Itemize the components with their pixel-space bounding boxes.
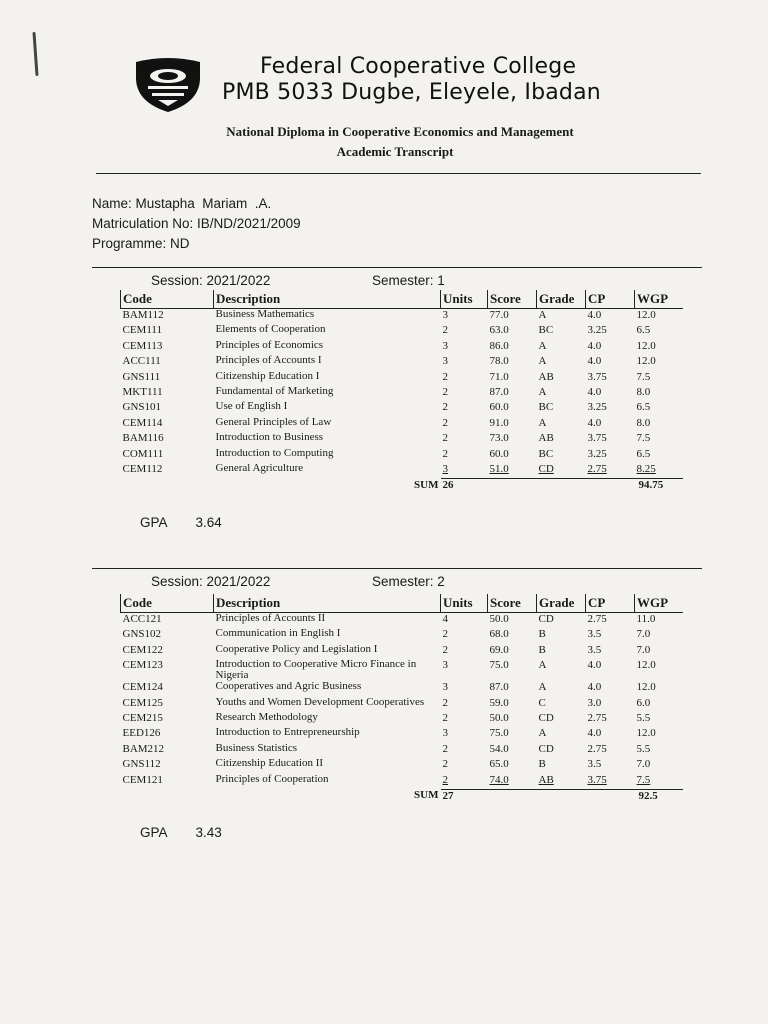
cell-grade: A [538, 355, 547, 368]
cell-cp: 4.0 [587, 385, 602, 398]
session-divider [92, 267, 702, 268]
column-header-wgp: WGP [635, 290, 684, 309]
cell-cp: 4.0 [587, 416, 602, 429]
cell-units: 2 [442, 432, 448, 445]
cell-description: Communication in English I [215, 627, 341, 640]
cell-score: 65.0 [489, 758, 509, 771]
cell-description: Youths and Women Development Cooperatives [215, 695, 425, 708]
column-header-code: Code [121, 290, 214, 309]
table-row [121, 758, 684, 773]
cell-description: Citizenship Education II [215, 757, 324, 770]
cell-cp: 3.5 [587, 628, 602, 641]
student-name: Name: Mustapha Mariam .A. [92, 196, 272, 211]
course-table [120, 594, 683, 805]
cell-cp: 4.0 [587, 727, 602, 740]
sum-label: SUM [414, 478, 439, 491]
header-divider [96, 173, 701, 174]
gpa-label: GPA [140, 825, 168, 840]
cell-code: CEM215 [122, 711, 163, 724]
cell-grade: BC [538, 324, 554, 337]
cell-cp: 4.0 [587, 355, 602, 368]
table-row [121, 681, 684, 696]
cell-cp: 4.0 [587, 309, 602, 321]
cell-cp: 3.5 [587, 758, 602, 771]
cell-grade: CD [538, 742, 554, 755]
cell-units: 2 [442, 758, 448, 771]
column-header-code: Code [121, 594, 214, 613]
cell-description: Citizenship Education I [215, 369, 320, 382]
cell-grade: A [538, 659, 547, 672]
cell-units: 2 [442, 324, 448, 337]
cell-code: CEM112 [122, 462, 163, 475]
sum-spacer [121, 479, 214, 495]
cell-grade: A [538, 681, 547, 694]
table-row [121, 697, 684, 712]
cell-score: 87.0 [489, 681, 509, 694]
cell-cp: 3.25 [587, 447, 607, 460]
cell-code: BAM212 [122, 742, 165, 755]
cell-grade: A [538, 727, 547, 740]
cell-wgp: 12.0 [636, 355, 656, 368]
cell-units: 4 [442, 613, 448, 625]
gpa-label: GPA [140, 515, 168, 530]
table-row [121, 463, 684, 479]
cell-cp: 2.75 [587, 613, 607, 625]
table-row [121, 712, 684, 727]
cell-wgp: 6.5 [636, 447, 651, 460]
cell-description: Principles of Accounts II [215, 612, 326, 624]
cell-cp: 4.0 [587, 659, 602, 672]
cell-code: COM111 [122, 447, 164, 460]
cell-description: Introduction to Entrepreneurship [215, 726, 360, 739]
cell-units: 2 [442, 628, 448, 641]
cell-units: 2 [442, 742, 448, 755]
cell-description: Introduction to Business [215, 431, 324, 444]
cell-wgp: 12.0 [636, 659, 656, 672]
cell-cp: 2.75 [587, 462, 607, 475]
cell-code: CEM114 [122, 416, 163, 429]
cell-score: 77.0 [489, 309, 509, 321]
cell-grade: B [538, 758, 546, 771]
cell-wgp: 5.5 [636, 742, 651, 755]
cell-units: 2 [442, 447, 448, 460]
semester-label: Semester: 1 [372, 273, 445, 288]
cell-code: CEM113 [122, 339, 163, 352]
cell-grade: C [538, 696, 546, 709]
table-header-row [121, 594, 684, 613]
cell-description: Cooperative Policy and Legislation I [215, 642, 378, 655]
cell-cp: 3.25 [587, 401, 607, 414]
cell-grade: A [538, 416, 547, 429]
cell-score: 78.0 [489, 355, 509, 368]
column-header-units: Units [441, 594, 488, 613]
cell-grade: AB [538, 432, 554, 445]
column-header-cp: CP [586, 594, 635, 613]
cell-score: 63.0 [489, 324, 509, 337]
cell-score: 91.0 [489, 416, 509, 429]
cell-score: 69.0 [489, 643, 509, 656]
cell-wgp: 8.25 [636, 462, 656, 475]
sum-wgp: 94.75 [635, 479, 684, 495]
cell-code: MKT111 [122, 385, 163, 398]
cell-description: Principles of Economics [215, 338, 324, 351]
table-row [121, 432, 684, 447]
cell-wgp: 12.0 [636, 727, 656, 740]
cell-description: General Principles of Law [215, 415, 332, 428]
cell-grade: AB [538, 773, 554, 786]
cell-score: 73.0 [489, 432, 509, 445]
cell-code: CEM124 [122, 681, 163, 694]
cell-code: BAM112 [122, 309, 164, 321]
cell-wgp: 12.0 [636, 681, 656, 694]
column-header-grade: Grade [537, 594, 586, 613]
cell-code: CEM123 [122, 659, 163, 672]
column-header-description: Description [214, 594, 441, 613]
sum-row [121, 789, 684, 805]
cell-description: Introduction to Computing [215, 446, 334, 459]
cell-wgp: 7.5 [636, 773, 651, 786]
cell-code: CEM121 [122, 773, 163, 786]
program-title: National Diploma in Cooperative Economics and Management [226, 124, 574, 139]
table-row [121, 324, 684, 339]
cell-description: Elements of Cooperation [215, 323, 326, 336]
cell-cp: 3.25 [587, 324, 607, 337]
cell-wgp: 7.0 [636, 643, 651, 656]
table-row [121, 417, 684, 432]
cell-units: 2 [442, 370, 448, 383]
cell-units: 2 [442, 401, 448, 414]
cell-score: 51.0 [489, 462, 509, 475]
pen-mark [32, 32, 38, 76]
column-header-grade: Grade [537, 290, 586, 309]
cell-cp: 3.5 [587, 643, 602, 656]
table-row [121, 401, 684, 416]
cell-grade: AB [538, 370, 554, 383]
cell-wgp: 11.0 [636, 613, 656, 625]
cell-units: 3 [442, 462, 448, 475]
cell-score: 68.0 [489, 628, 509, 641]
cell-code: GNS102 [122, 628, 162, 641]
cell-cp: 2.75 [587, 711, 607, 724]
cell-code: ACC111 [122, 355, 161, 368]
cell-grade: CD [538, 462, 554, 475]
cell-wgp: 7.5 [636, 432, 651, 445]
cell-description: Principles of Cooperation [215, 772, 329, 785]
column-header-score: Score [488, 290, 537, 309]
cell-wgp: 8.0 [636, 385, 651, 398]
column-header-cp: CP [586, 290, 635, 309]
cell-units: 2 [442, 385, 448, 398]
cell-units: 3 [442, 309, 448, 321]
cell-cp: 4.0 [587, 339, 602, 352]
cell-description: Principles of Accounts I [215, 354, 322, 367]
sum-blank-score [488, 789, 537, 805]
college-logo-icon [132, 56, 204, 114]
session-label: Session: 2021/2022 [151, 574, 271, 589]
gpa-line [140, 825, 222, 840]
table-row [121, 613, 684, 629]
cell-code: CEM125 [122, 696, 163, 709]
table-row [121, 774, 684, 790]
cell-grade: B [538, 643, 546, 656]
cell-units: 2 [442, 696, 448, 709]
sum-blank-score [488, 479, 537, 495]
document-title: Academic Transcript [336, 144, 454, 159]
cell-cp: 2.75 [587, 742, 607, 755]
cell-score: 50.0 [489, 711, 509, 724]
cell-units: 2 [442, 773, 448, 786]
table-row [121, 743, 684, 758]
cell-score: 86.0 [489, 339, 509, 352]
column-header-description: Description [214, 290, 441, 309]
cell-score: 59.0 [489, 696, 509, 709]
sum-label: SUM [414, 789, 439, 802]
cell-cp: 3.0 [587, 696, 602, 709]
cell-score: 75.0 [489, 727, 509, 740]
sum-units: 27 [441, 789, 488, 805]
table-row [121, 386, 684, 401]
cell-code: GNS101 [122, 401, 162, 414]
sum-blank-grade [537, 789, 586, 805]
cell-grade: BC [538, 447, 554, 460]
gpa-line [140, 515, 222, 530]
sum-blank-cp [586, 479, 635, 495]
cell-description: General Agriculture [215, 461, 304, 474]
cell-grade: A [538, 339, 547, 352]
cell-grade: CD [538, 711, 554, 724]
cell-score: 75.0 [489, 659, 509, 672]
sum-row [121, 479, 684, 495]
cell-score: 74.0 [489, 773, 509, 786]
cell-wgp: 8.0 [636, 416, 651, 429]
student-info [92, 194, 301, 254]
cell-wgp: 7.0 [636, 628, 651, 641]
cell-grade: CD [538, 613, 554, 625]
cell-description: Fundamental of Marketing [215, 384, 334, 397]
cell-description: Business Mathematics [215, 308, 315, 320]
cell-wgp: 7.0 [636, 758, 651, 771]
institution-name: Federal Cooperative College [260, 54, 577, 79]
cell-units: 3 [442, 659, 448, 672]
cell-wgp: 6.0 [636, 696, 651, 709]
cell-code: EED126 [122, 727, 161, 740]
cell-code: CEM122 [122, 643, 163, 656]
gpa-value: 3.43 [195, 825, 222, 840]
table-row [121, 727, 684, 742]
semester-label: Semester: 2 [372, 574, 445, 589]
sum-spacer [121, 789, 214, 805]
cell-units: 3 [442, 339, 448, 352]
cell-score: 60.0 [489, 401, 509, 414]
cell-score: 87.0 [489, 385, 509, 398]
cell-description: Research Methodology [215, 710, 318, 723]
cell-grade: BC [538, 401, 554, 414]
table-row [121, 644, 684, 659]
session-label: Session: 2021/2022 [151, 273, 271, 288]
gpa-value: 3.64 [195, 515, 222, 530]
cell-wgp: 5.5 [636, 711, 651, 724]
cell-grade: A [538, 309, 547, 321]
cell-wgp: 6.5 [636, 324, 651, 337]
institution-header [222, 54, 601, 106]
cell-units: 2 [442, 711, 448, 724]
cell-wgp: 12.0 [636, 339, 656, 352]
course-table [120, 290, 683, 495]
student-programme: Programme: ND [92, 236, 190, 251]
cell-wgp: 12.0 [636, 309, 656, 321]
cell-code: CEM111 [122, 324, 163, 337]
student-matric: Matriculation No: IB/ND/2021/2009 [92, 216, 301, 231]
cell-wgp: 6.5 [636, 401, 651, 414]
sum-units: 26 [441, 479, 488, 495]
cell-description: Business Statistics [215, 741, 298, 754]
cell-units: 3 [442, 355, 448, 368]
cell-score: 71.0 [489, 370, 509, 383]
cell-description: Introduction to Cooperative Micro Finance in Nigeria [215, 658, 417, 682]
cell-cp: 3.75 [587, 773, 607, 786]
column-header-score: Score [488, 594, 537, 613]
cell-grade: B [538, 628, 546, 641]
table-row [121, 309, 684, 325]
table-row [121, 371, 684, 386]
column-header-wgp: WGP [635, 594, 684, 613]
table-row [121, 355, 684, 370]
column-header-units: Units [441, 290, 488, 309]
cell-units: 3 [442, 681, 448, 694]
cell-wgp: 7.5 [636, 370, 651, 383]
sum-blank-cp [586, 789, 635, 805]
cell-code: BAM116 [122, 432, 164, 445]
table-header-row [121, 290, 684, 309]
cell-code: GNS112 [122, 758, 161, 771]
cell-code: ACC121 [122, 613, 162, 625]
cell-score: 50.0 [489, 613, 509, 625]
table-row [121, 628, 684, 643]
cell-units: 3 [442, 727, 448, 740]
sum-blank-grade [537, 479, 586, 495]
cell-description: Cooperatives and Agric Business [215, 680, 362, 693]
cell-cp: 4.0 [587, 681, 602, 694]
session-divider [92, 568, 702, 569]
cell-grade: A [538, 385, 547, 398]
cell-units: 2 [442, 416, 448, 429]
institution-address: PMB 5033 Dugbe, Eleyele, Ibadan [222, 80, 601, 105]
cell-cp: 3.75 [587, 432, 607, 445]
cell-code: GNS111 [122, 370, 161, 383]
cell-score: 60.0 [489, 447, 509, 460]
table-row [121, 659, 684, 681]
table-row [121, 448, 684, 463]
cell-cp: 3.75 [587, 370, 607, 383]
table-row [121, 340, 684, 355]
sum-wgp: 92.5 [635, 789, 684, 805]
cell-units: 2 [442, 643, 448, 656]
cell-description: Use of English I [215, 400, 288, 413]
cell-score: 54.0 [489, 742, 509, 755]
